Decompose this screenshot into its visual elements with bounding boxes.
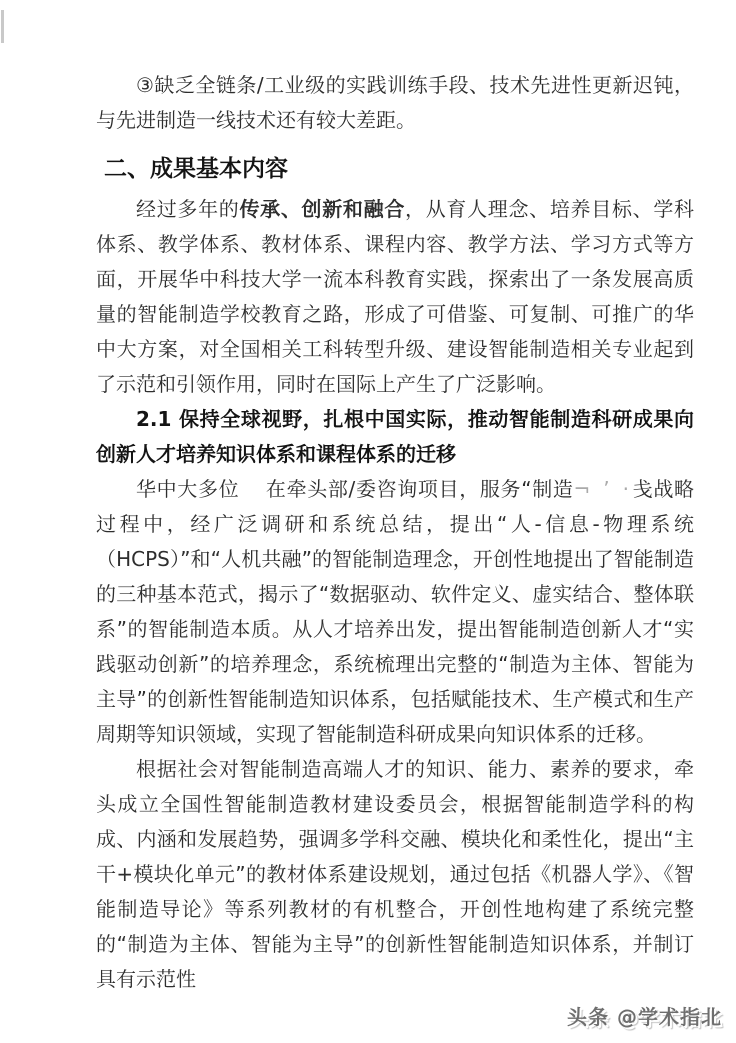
text-run: ③缺乏全链条/工业级的实践训练手段、技术先进性更新迟钝，与先进制造一线技术还有较大差距。 (96, 73, 694, 132)
text-run: 戋战略过程中，经广泛调研和系统总结，提出“人-信息-物理系统（HCPS）”和“人机共融”的智能制造理念，开创性地提出了智能制造的三种基本范式，揭示了“数据驱动、软件定义、虚实结合、整体联系”的智能制造本质。从人才培养出发，提出智能制造创新人才“实践驱动创新”的培养理念，系统梳理出完整的“制造为主体、智能为主导”的创新性智能制造知识体系，包括赋能技术、生产模式和生产周期等知识领域，实现了智能制造科研成果向知识体系的迁移。 (96, 477, 694, 746)
document-body (96, 68, 694, 997)
toutiao-watermark: 头条 @学术指北 (567, 1005, 722, 1029)
text-run: 根据社会对智能制造高端人才的知识、能力、素养的要求，牵头成立全国性智能制造教材建设委员会，根据智能制造学科的构成、内涵和发展趋势，强调多学科交融、模块化和柔性化，提出“主干+模块化单元”的教材体系建设规划，通过包括《机器人学》、《智能制造导论》等系列教材的有机整合，开创性地构建了系统完整的“制造为主体、智能为主导”的创新性智能制造知识体系，并制订具有示范性 (96, 757, 694, 991)
text-run: ，从育人理念、培养目标、学科体系、教学体系、教材体系、课程内容、教学方法、学习方式等方面，开展华中科技大学一流本科教育实践，探索出了一条发展高质量的智能制造学校教育之路，形成了可借鉴、可复制、可推广的华中大方案，对全国相关工科转型升级、建设智能制造相关专业起到了示范和引领作用，同时在国际上产生了广泛影响。 (96, 197, 695, 396)
scan-artifact-line (1, 10, 4, 43)
section-heading-2 (96, 152, 694, 187)
text-run: 二、成果基本内容 (104, 156, 289, 182)
faded-remnant-text: ¬ ’ · (573, 477, 633, 501)
paragraph-overview (96, 192, 694, 402)
subsection-heading-2-1 (96, 402, 694, 472)
bold-text-run: 传承、创新和融合 (239, 197, 406, 221)
text-run: 2.1 保持全球视野，扎根中国实际，推动智能制造科研成果向创新人才培养知识体系和课程体系的迁移 (96, 407, 694, 466)
text-run: 经过多年的 (136, 197, 240, 221)
paragraph-problem-3 (96, 68, 694, 138)
paragraph-hcps-paradigm (96, 472, 694, 752)
paragraph-textbook-system (96, 752, 694, 997)
text-run: 华中大多位 (136, 477, 240, 501)
text-run: 在牵头部/委咨询项目，服务“制造 (265, 477, 574, 501)
